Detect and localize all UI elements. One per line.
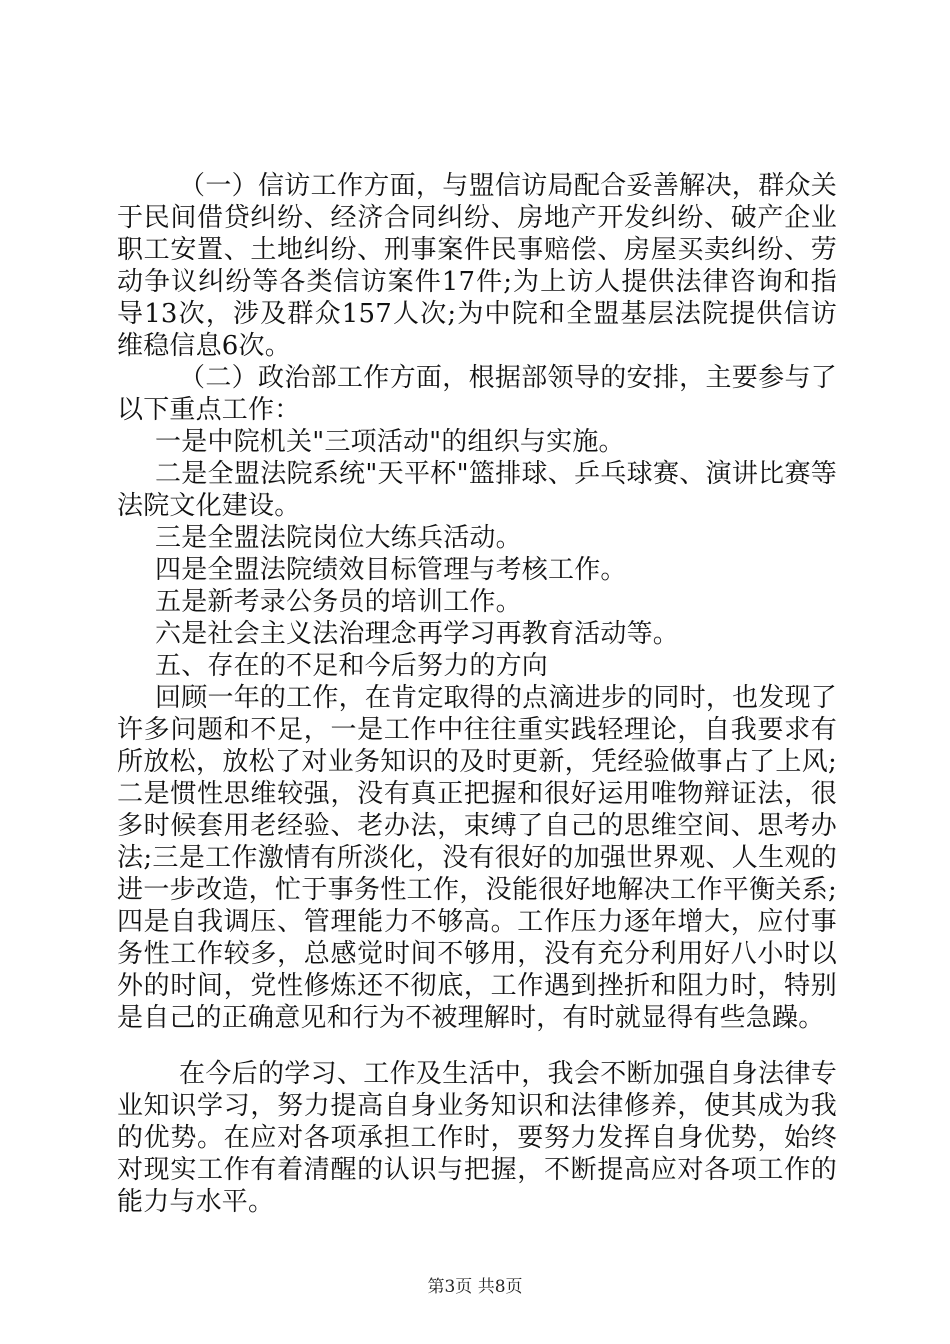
paragraph-spacer — [117, 1034, 837, 1058]
section-heading: 五、存在的不足和今后努力的方向 — [155, 651, 549, 681]
page-number-footer: 第3页 共8页 — [427, 1277, 523, 1297]
paragraph-political-work: （二）政治部工作方面，根据部领导的安排，主要参与了以下重点工作： — [117, 363, 837, 425]
list-item-1: 一是中院机关"三项活动"的组织与实施。 — [155, 427, 625, 457]
list-item-4: 四是全盟法院绩效目标管理与考核工作。 — [155, 555, 627, 585]
paragraph-review: 回顾一年的工作，在肯定取得的点滴进步的同时，也发现了许多问题和不足，一是工作中往往重实践轻理论，自我要求有所放松，放松了对业务知识的及时更新，凭经验做事占了上风;二是惯性思维较强，没有真正把握和很好运用唯物辩证法，很多时候套用老经验、老办法，束缚了自己的思维空间、思考办法;三是工作激情有所淡化，没有很好的加强世界观、人生观的进一步改造，忙于事务性工作，没能很好地解决工作平衡关系;四是自我调压、管理能力不够高。工作压力逐年增大，应付事务性工作较多，总感觉时间不够用，没有充分利用好八小时以外的时间，党性修炼还不彻底，工作遇到挫折和阻力时，特别是自己的正确意见和行为不被理解时，有时就显得有些急躁。 — [117, 683, 837, 1033]
paragraph-future: 在今后的学习、工作及生活中，我会不断加强自身法律专业知识学习，努力提高自身业务知识和法律修养，使其成为我的优势。在应对各项承担工作时，要努力发挥自身优势，始终对现实工作有着清醒的认识与把握，不断提高应对各项工作的能力与水平。 — [117, 1059, 837, 1217]
document-body — [117, 170, 837, 1218]
list-item-6: 六是社会主义法治理念再学习再教育活动等。 — [155, 619, 680, 649]
list-item-2: 二是全盟法院系统"天平杯"篮排球、乒乓球赛、演讲比赛等法院文化建设。 — [117, 459, 837, 521]
list-item-5: 五是新考录公务员的培训工作。 — [155, 587, 522, 617]
list-item-3: 三是全盟法院岗位大练兵活动。 — [155, 523, 522, 553]
paragraph-petition-work: （一）信访工作方面，与盟信访局配合妥善解决，群众关于民间借贷纠纷、经济合同纠纷、房地产开发纠纷、破产企业职工安置、土地纠纷、刑事案件民事赔偿、房屋买卖纠纷、劳动争议纠纷等各类信访案件17件;为上访人提供法律咨询和指导13次，涉及群众157人次;为中院和全盟基层法院提供信访维稳信息6次。 — [117, 171, 837, 361]
